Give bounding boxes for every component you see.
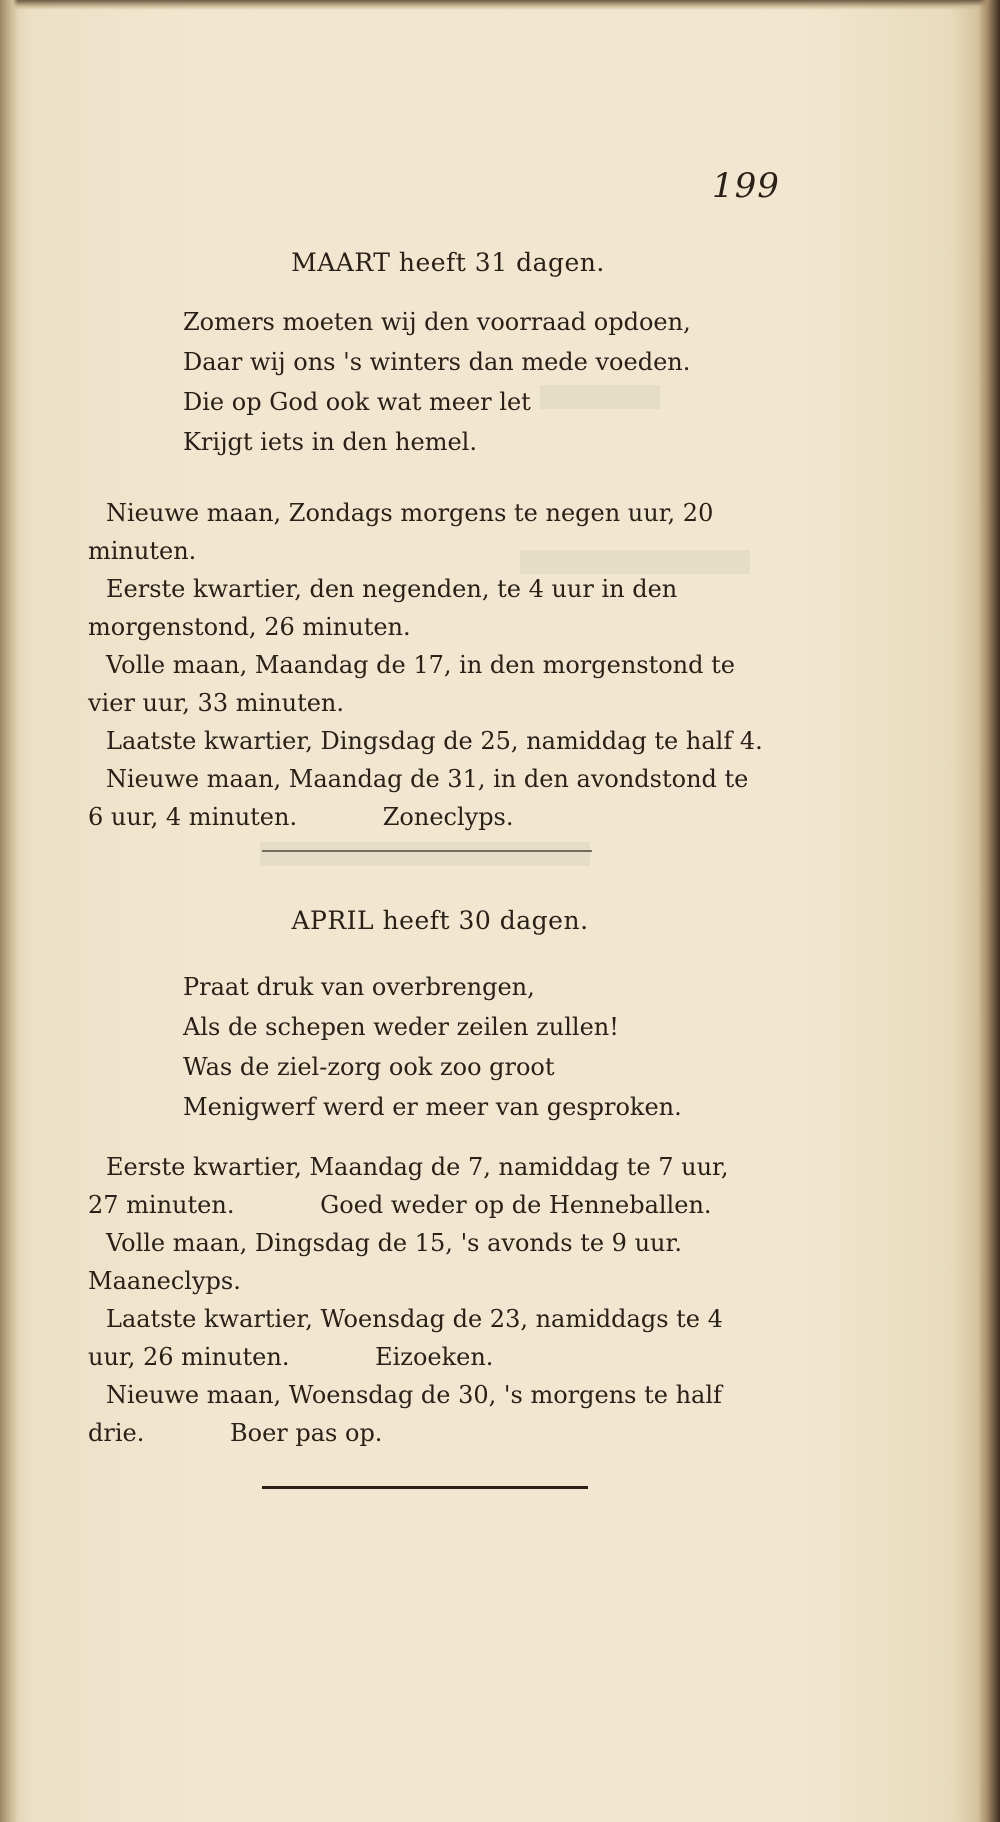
section-heading-april: APRIL heeft 30 dagen.	[291, 906, 589, 935]
entry-note: Zoneclyps.	[382, 803, 514, 831]
page-right-edge	[978, 0, 1000, 1822]
entry-text: Eerste kwartier, Maandag de 7, namiddag te 7 uur, 27 minuten.	[88, 1153, 729, 1219]
moon-phase-entry	[88, 1300, 763, 1376]
entry-note: Boer pas op.	[229, 1419, 383, 1447]
entry-text: Nieuwe maan, Zondags morgens te negen uur, 20 minuten.	[88, 499, 714, 565]
moon-phase-entry	[88, 1148, 763, 1224]
entry-text: Volle maan, Dingsdag de 15, 's avonds te 9 uur. Maaneclyps.	[88, 1229, 682, 1295]
moon-phases-april	[88, 1148, 763, 1452]
verse-line: Krijgt iets in den hemel.	[183, 428, 477, 456]
verse-line: Daar wij ons 's winters dan mede voeden.	[183, 348, 691, 376]
page-number: 199	[712, 166, 780, 206]
entry-note: Eizoeken.	[375, 1343, 494, 1371]
verse-line: Praat druk van overbrengen,	[183, 973, 535, 1001]
entry-text: Eerste kwartier, den negenden, te 4 uur in den morgenstond, 26 minuten.	[88, 575, 678, 641]
entry-note: Goed weder op de Henneballen.	[320, 1191, 712, 1219]
moon-phase-entry	[88, 760, 763, 836]
entry-text: Laatste kwartier, Woensdag de 23, namiddags te 4 uur, 26 minuten.	[88, 1305, 723, 1371]
verse-line: Die op God ook wat meer let	[183, 388, 531, 416]
verse-maart	[183, 302, 691, 462]
entry-text: Laatste kwartier, Dingsdag de 25, namiddag te half 4.	[106, 727, 763, 755]
verse-april	[183, 967, 682, 1127]
verse-line: Was de ziel-zorg ook zoo groot	[183, 1053, 555, 1081]
closing-rule	[262, 1486, 588, 1489]
moon-phase-entry	[88, 646, 763, 722]
section-heading-maart: MAART heeft 31 dagen.	[291, 248, 605, 277]
verse-line: Menigwerf werd er meer van gesproken.	[183, 1093, 682, 1121]
moon-phase-entry	[88, 722, 763, 760]
entry-text: Nieuwe maan, Maandag de 31, in den avondstond te 6 uur, 4 minuten.	[88, 765, 749, 831]
entry-text: Nieuwe maan, Woensdag de 30, 's morgens te half drie.	[88, 1381, 722, 1447]
entry-text: Volle maan, Maandag de 17, in den morgenstond te vier uur, 33 minuten.	[88, 651, 735, 717]
page-top-edge	[0, 0, 1000, 10]
moon-phases-maart	[88, 494, 763, 836]
verse-line: Als de schepen weder zeilen zullen!	[183, 1013, 619, 1041]
bleed-through-mark	[260, 842, 590, 866]
moon-phase-entry	[88, 1224, 763, 1300]
moon-phase-entry	[88, 570, 763, 646]
section-divider	[262, 850, 592, 852]
verse-line: Zomers moeten wij den voorraad opdoen,	[183, 308, 691, 336]
moon-phase-entry	[88, 1376, 763, 1452]
moon-phase-entry	[88, 494, 763, 570]
